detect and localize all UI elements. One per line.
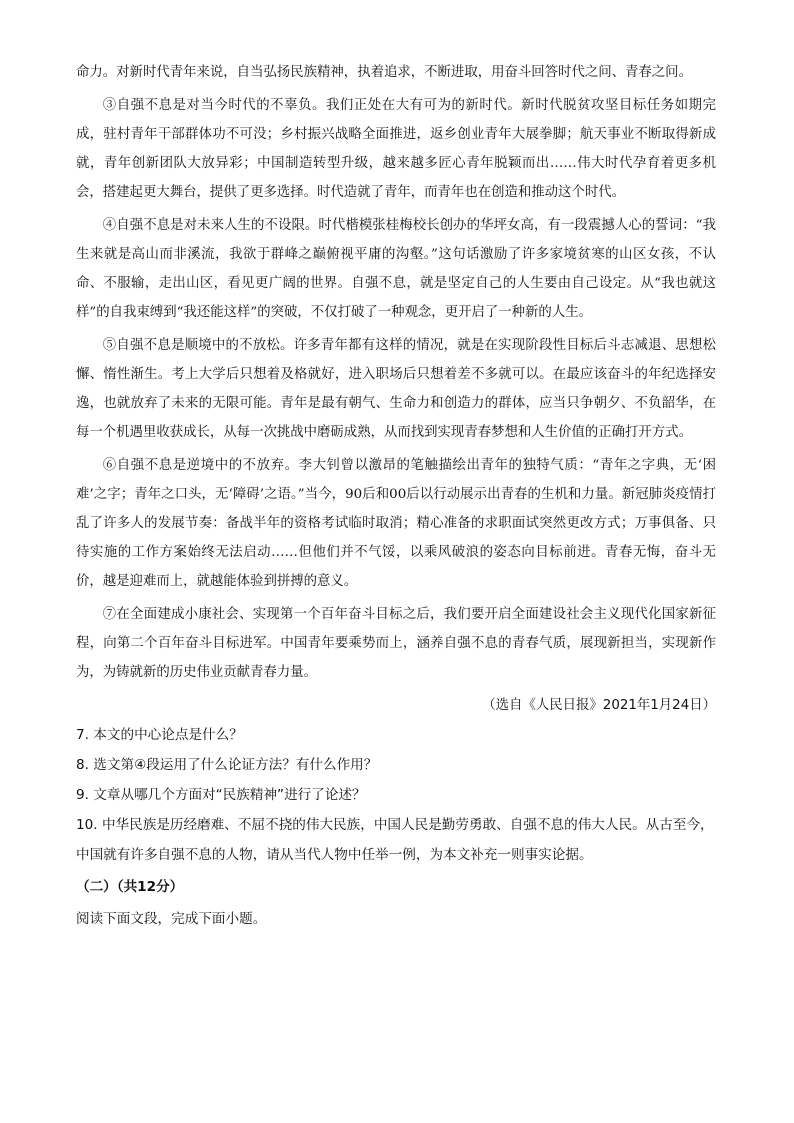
paragraph-7: ⑦在全面建成小康社会、实现第一个百年奋斗目标之后，我们要开启全面建设社会主义现代化国家新征程，向第二个百年奋斗目标进军。中国青年要乘势而上，涵养自强不息的青春气质，展现新担当，实现新作为，为铸就新的历史伟业贡献青春力量。 — [76, 607, 716, 680]
paragraph-3: ③自强不息是对当今时代的不辜负。我们正处在大有可为的新时代。新时代脱贫攻坚目标任务如期完成，驻村青年干部群体功不可没；乡村振兴战略全面推进，返乡创业青年大展拳脚；航天事业不断取得新成就，青年创新团队大放异彩；中国制造转型升级，越来越多匠心青年脱颖而出……伟大时代孕育着更多机会，搭建起更大舞台，提供了更多选择。时代造就了青年，而青年也在创造和推动这个时代。 — [76, 98, 716, 200]
source-citation: （选自《人民日报》2021年1月24日） — [482, 698, 716, 713]
question-10: 10. 中华民族是历经磨难、不屈不挠的伟大民族，中国人民是勤劳勇敢、自强不息的伟大人民。从古至今，中国就有许多自强不息的人物，请从当代人物中任举一例，为本文补充一则事实论据。 — [76, 817, 714, 863]
question-9: 9. 文章从哪几个方面对“民族精神”进行了论述？ — [76, 787, 366, 803]
paragraph-continuation: 命力。对新时代青年来说，自当弘扬民族精神，执着追求，不断进取，用奋斗回答时代之问、青春之问。 — [76, 65, 692, 80]
paragraph-5: ⑤自强不息是顺境中的不放松。许多青年都有这样的情况，就是在实现阶段性目标后斗志减退、思想松懈、惰性渐生。考上大学后只想着及格就好，进入职场后只想着差不多就可以。在最应该奋斗的年纪选择安逸，也就放弃了未来的无限可能。青年是最有朝气、生命力和创造力的群体，应当只争朝夕、不负韶华，在每一个机遇里收获成长，从每一次挑战中磨砺成熟，从而找到实现青春梦想和人生价值的正确打开方式。 — [76, 338, 716, 440]
section-heading: （二）（共12分） — [76, 879, 184, 895]
reading-instruction: 阅读下面文段，完成下面小题。 — [76, 911, 267, 927]
document-page — [76, 58, 716, 934]
paragraph-6: ⑥自强不息是逆境中的不放弃。李大钊曾以激昂的笔触描绘出青年的独特气质：“青年之字典，无‘困难’之字；青年之口头，无‘障碍’之语。”当今，90后和00后以行动展示出青春的生机和力量。新冠肺炎疫情打乱了许多人的发展节奏：备战半年的资格考试临时取消；精心准备的求职面试突然更改方式；万事俱备、只待实施的工作方案始终无法启动……但他们并不气馁，以乘风破浪的姿态向目标前进。青春无悔，奋斗无价，越是迎难而上，就越能体验到拼搏的意义。 — [76, 458, 716, 589]
paragraph-4: ④自强不息是对未来人生的不设限。时代楷模张桂梅校长创办的华坪女高，有一段震撼人心的誓词：“我生来就是高山而非溪流，我欲于群峰之巅俯视平庸的沟壑。”这句话激励了许多家境贫寒的山区女孩，不认命、不服输，走出山区，看见更广阔的世界。自强不息，就是坚定自己的人生要由自己设定。从“我也就这样”的自我束缚到“我还能这样”的突破，不仅打破了一种观念，更开启了一种新的人生。 — [76, 218, 716, 320]
question-7: 7. 本文的中心论点是什么？ — [76, 727, 243, 743]
question-8: 8. 选文第④段运用了什么论证方法？有什么作用？ — [76, 757, 378, 773]
